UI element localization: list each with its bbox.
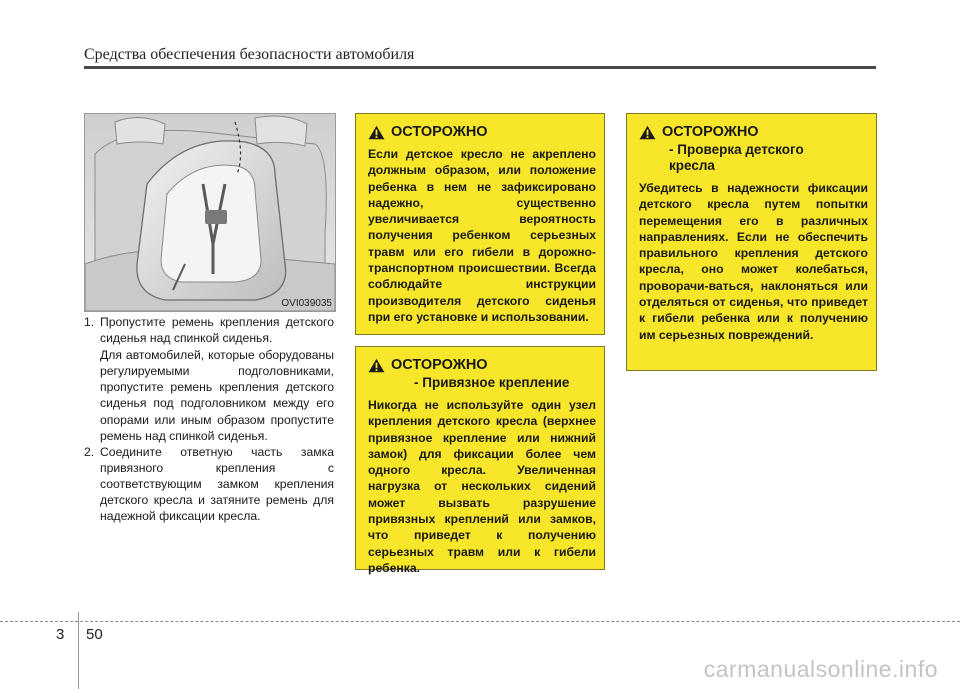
watermark: carmanualsonline.info — [703, 656, 938, 682]
footer-rule — [0, 621, 960, 622]
warning-subtitle: - Привязное крепление — [414, 375, 570, 390]
header-rule — [84, 66, 876, 69]
page-header-title: Средства обеспечения безопасности автомобиля — [84, 46, 415, 63]
instruction-text — [84, 314, 334, 524]
figure-code: OVI039035 — [281, 298, 332, 309]
warning-box-general — [355, 113, 605, 335]
warning-box-check-seat — [626, 113, 877, 371]
step-2-text: Соедините ответную часть замка привязного крепления с соответствующим замком крепления детского кресла и затяните ремень для надежной фиксации кресла. — [100, 444, 334, 524]
warning-title: ОСТОРОЖНО — [391, 357, 488, 373]
step-2-number: 2. — [84, 444, 95, 459]
warning-box-tether — [355, 346, 605, 575]
step-1-note: Для автомобилей, которые оборудованы регулируемыми подголовниками, пропустите ремень крепления детского сиденья под подголовником между его опорами или иным образом пропустите ремень над спинкой сиденья. — [100, 348, 334, 443]
warning-text: Никогда не используйте один узел крепления детского кресла (верхнее привязное крепление или нижний замок) для фиксации более чем одного кресла. Увеличенная нагрузка от нескольких сидений может вызвать разрушение привязных креплений или замков, что приведет к получению серьезных травм или к гибели ребенка. — [368, 398, 596, 575]
warning-subtitle: - Проверка детского кресла — [669, 142, 804, 173]
step-1-number: 1. — [84, 315, 95, 329]
step-2 — [84, 444, 334, 524]
warning-text: Если детское кресло не акреплено должным образом, или положение ребенка в нем не зафиксировано надежно, существенно увеличивается вероятность получения ребенком серьезных травм или его гибели в дорожно-транспортном происшествии. Всегда соблюдайте инструкции производителя детского сиденья при его установке и использовании. — [368, 147, 596, 324]
section-number: 3 — [56, 626, 65, 643]
warning-triangle-icon — [368, 125, 385, 140]
warning-title: ОСТОРОЖНО — [662, 124, 759, 140]
warning-triangle-icon — [368, 358, 385, 373]
step-1 — [84, 314, 334, 346]
warning-text: Убедитесь в надежности фиксации детского кресла путем попытки перемещения его в различных направлениях. Если не обеспечить правильного крепления детского кресла, оно может колебаться, проворачи-ваться, наклоняться или отделяться от сиденья, что приведет к гибели ребенка или к получению им серьезных повреждений. — [639, 181, 868, 342]
footer-divider — [78, 612, 79, 689]
warning-title: ОСТОРОЖНО — [391, 124, 488, 140]
child-seat-illustration — [84, 113, 336, 312]
child-seat-drawing — [85, 114, 335, 311]
step-1-text: Пропустите ремень крепления детского сиденья над спинкой сиденья. — [100, 315, 334, 346]
warning-triangle-icon — [639, 125, 656, 140]
page-number: 50 — [86, 626, 103, 643]
